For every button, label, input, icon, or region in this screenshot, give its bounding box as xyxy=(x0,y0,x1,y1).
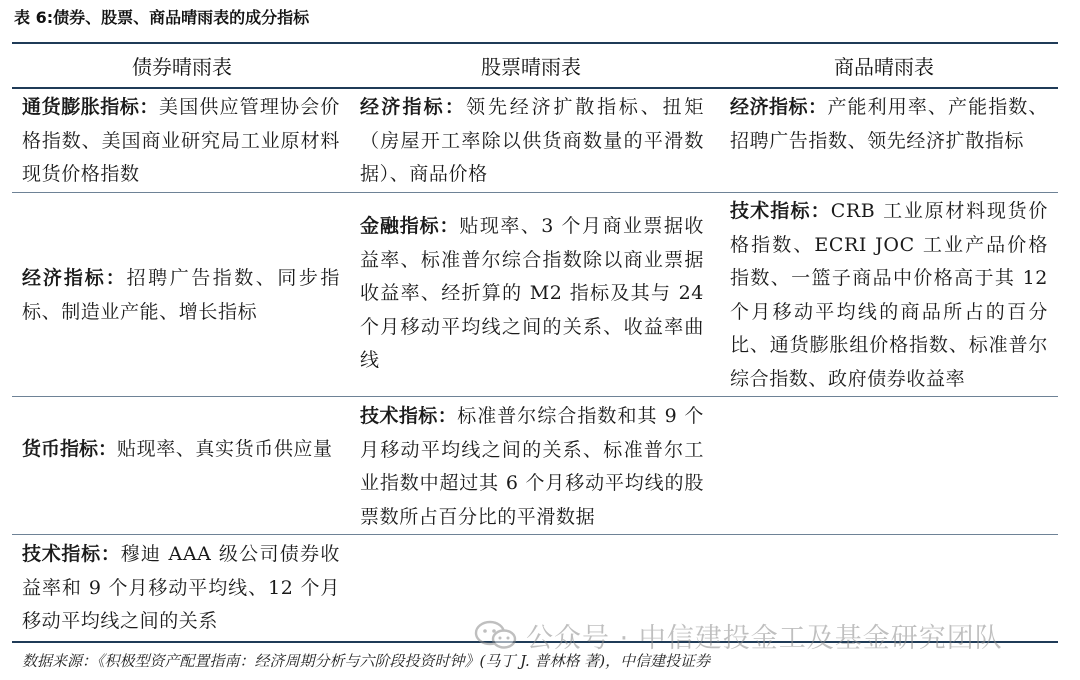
cell-label: 金融指标： xyxy=(360,215,460,237)
header-stock: 股票晴雨表 xyxy=(481,55,581,79)
commodity-technical-cell xyxy=(730,195,1048,396)
source-note: 数据来源：《积极型资产配置指南：经济周期分析与六阶段投资时钟》(马丁 J. 普林格 著)，中信建投证券 xyxy=(22,652,711,670)
bond-inflation-cell xyxy=(22,91,340,192)
stock-economic-cell xyxy=(360,91,704,192)
cell-text: 产能利用率、产能指数、招聘广告指数、领先经济扩散指标 xyxy=(730,96,1048,152)
header-commodity: 商品晴雨表 xyxy=(834,55,934,79)
cell-text: 领先经济扩散指标、扭矩（房屋开工率除以供货商数量的平滑数据）、商品价格 xyxy=(360,96,704,185)
cell-text: 贴现率、3 个月商业票据收益率、标准普尔综合指数除以商业票据收益率、经折算的 M2 指标及其与 24 个月移动平均线之间的关系、收益率曲线 xyxy=(360,215,704,371)
cell-label: 通货膨胀指标： xyxy=(22,96,160,118)
cell-label: 经济指标： xyxy=(360,96,467,118)
bond-economic-cell xyxy=(22,262,340,329)
header-bond: 债券晴雨表 xyxy=(132,55,232,79)
stock-financial-cell xyxy=(360,210,704,378)
cell-text: 标准普尔综合指数和其 9 个月移动平均线之间的关系、标准普尔工业指数中超过其 6 个月移动平均线的股票数所占百分比的平滑数据 xyxy=(360,405,704,528)
row-rule-2 xyxy=(12,396,1058,397)
cell-text: 招聘广告指数、同步指标、制造业产能、增长指标 xyxy=(22,267,340,323)
wechat-icon xyxy=(474,620,518,650)
table-header-rule xyxy=(12,87,1058,89)
cell-text: CRB 工业原材料现货价格指数、ECRI JOC 工业产品价格指数、一篮子商品中价格高于其 12 个月移动平均线的商品所占的百分比、通货膨胀组价格指数、标准普尔综合指数、政府债券收益率 xyxy=(730,200,1048,390)
row-rule-3 xyxy=(12,534,1058,535)
commodity-economic-cell xyxy=(730,91,1048,158)
row-rule-1 xyxy=(12,192,1058,193)
stock-technical-cell xyxy=(360,400,704,534)
cell-label: 货币指标： xyxy=(22,438,118,460)
watermark xyxy=(474,618,1003,652)
cell-label: 技术指标： xyxy=(730,200,831,222)
cell-text: 美国供应管理协会价格指数、美国商业研究局工业原材料现货价格指数 xyxy=(22,96,340,185)
page-title: 表 6:债券、股票、商品晴雨表的成分指标 xyxy=(14,8,310,27)
bond-monetary-cell xyxy=(22,433,340,467)
cell-label: 经济指标： xyxy=(22,267,127,289)
table-top-rule xyxy=(12,42,1058,44)
cell-label: 技术指标： xyxy=(360,405,458,427)
watermark-text: 公众号 · 中信建投金工及基金研究团队 xyxy=(526,622,1003,654)
cell-text: 穆迪 AAA 级公司债券收益率和 9 个月移动平均线、12 个月移动平均线之间的关系 xyxy=(22,543,340,632)
cell-text: 贴现率、真实货币供应量 xyxy=(117,438,333,460)
bond-technical-cell xyxy=(22,538,340,639)
cell-label: 技术指标： xyxy=(22,543,121,565)
cell-label: 经济指标： xyxy=(730,96,828,118)
